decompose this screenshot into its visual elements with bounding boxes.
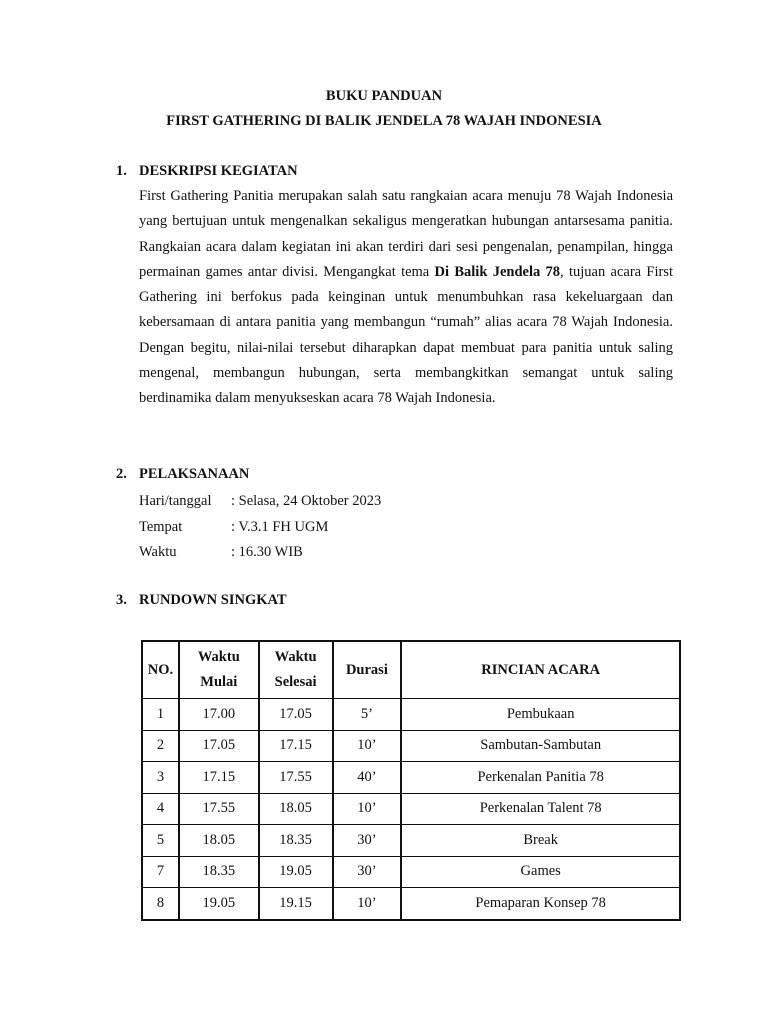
section-number: 2. xyxy=(116,466,127,482)
cell-durasi: 10’ xyxy=(333,888,402,920)
info-value: : V.3.1 FH UGM xyxy=(231,518,329,535)
section-heading-deskripsi xyxy=(116,163,298,180)
cell-selesai: 19.05 xyxy=(259,856,333,888)
description-theme: Di Balik Jendela 78 xyxy=(434,263,561,280)
cell-mulai: 17.00 xyxy=(179,699,259,731)
header-no: NO. xyxy=(142,641,179,699)
section-title: DESKRIPSI KEGIATAN xyxy=(139,163,298,179)
header-waktu-selesai xyxy=(259,641,333,699)
cell-no: 3 xyxy=(142,762,179,794)
cell-mulai: 17.15 xyxy=(179,762,259,794)
cell-rincian: Games xyxy=(401,856,680,888)
cell-rincian: Perkenalan Panitia 78 xyxy=(401,762,680,794)
table-row xyxy=(142,856,680,888)
header-line: Selesai xyxy=(274,674,317,690)
rundown-table xyxy=(141,640,681,921)
cell-no: 2 xyxy=(142,730,179,762)
cell-selesai: 17.55 xyxy=(259,762,333,794)
cell-mulai: 18.35 xyxy=(179,856,259,888)
table-row xyxy=(142,762,680,794)
cell-selesai: 17.15 xyxy=(259,730,333,762)
description-text-part1: First Gathering Panitia merupakan salah satu rangkaian acara menuju 78 Wajah Indonesia yang bertujuan untuk mengenalkan sekaligus mengeratkan hubungan antarsesama panitia. Rangkaian acara dalam kegiatan ini akan terdiri dari sesi pengenalan, penampilan, hingga permainan games antar divisi. Mengangkat tema xyxy=(139,188,673,280)
header-line: Waktu xyxy=(274,649,317,665)
cell-mulai: 17.55 xyxy=(179,793,259,825)
document-subtitle: FIRST GATHERING DI BALIK JENDELA 78 WAJAH INDONESIA xyxy=(166,113,602,129)
cell-durasi: 30’ xyxy=(333,856,402,888)
info-label: Tempat xyxy=(139,518,183,535)
header-line: Waktu xyxy=(197,649,240,665)
info-row-date xyxy=(139,489,381,515)
info-row-place xyxy=(139,515,381,541)
cell-rincian: Break xyxy=(401,825,680,857)
table-row xyxy=(142,699,680,731)
table-header-row xyxy=(142,641,680,699)
section-title: PELAKSANAAN xyxy=(139,466,250,482)
cell-no: 7 xyxy=(142,856,179,888)
cell-rincian: Sambutan-Sambutan xyxy=(401,730,680,762)
header-rincian: RINCIAN ACARA xyxy=(401,641,680,699)
section-number: 1. xyxy=(116,163,127,179)
header-durasi: Durasi xyxy=(333,641,402,699)
cell-mulai: 19.05 xyxy=(179,888,259,920)
cell-durasi: 10’ xyxy=(333,793,402,825)
info-label: Waktu xyxy=(139,544,177,561)
cell-mulai: 17.05 xyxy=(179,730,259,762)
cell-selesai: 17.05 xyxy=(259,699,333,731)
info-row-time xyxy=(139,540,381,566)
cell-no: 4 xyxy=(142,793,179,825)
cell-durasi: 30’ xyxy=(333,825,402,857)
section-number: 3. xyxy=(116,592,127,608)
cell-durasi: 10’ xyxy=(333,730,402,762)
cell-durasi: 5’ xyxy=(333,699,402,731)
cell-selesai: 18.35 xyxy=(259,825,333,857)
info-value: : Selasa, 24 Oktober 2023 xyxy=(231,493,382,509)
cell-rincian: Perkenalan Talent 78 xyxy=(401,793,680,825)
info-value: : 16.30 WIB xyxy=(231,544,303,561)
cell-durasi: 40’ xyxy=(333,762,402,794)
table-row xyxy=(142,888,680,920)
info-label: Hari/tanggal xyxy=(139,493,212,509)
description-text-part2: , tujuan acara First Gathering ini berfokus pada keinginan untuk menumbuhkan rasa kekeluargaan dan kebersamaan di antara panitia yang membangun “rumah” alias acara 78 Wajah Indonesia. Dengan begitu, nilai-nilai tersebut diharapkan dapat membuat para panitia untuk saling mengenal, membangun hubungan, serta membangkitkan semangat untuk saling berdinamika dalam menyukseskan acara 78 Wajah Indonesia. xyxy=(139,263,673,407)
cell-selesai: 18.05 xyxy=(259,793,333,825)
cell-rincian: Pembukaan xyxy=(401,699,680,731)
cell-rincian: Pemaparan Konsep 78 xyxy=(401,888,680,920)
table-row xyxy=(142,793,680,825)
cell-no: 5 xyxy=(142,825,179,857)
cell-mulai: 18.05 xyxy=(179,825,259,857)
section-heading-rundown xyxy=(116,592,287,609)
section-title: RUNDOWN SINGKAT xyxy=(139,592,287,608)
table-row xyxy=(142,730,680,762)
cell-no: 1 xyxy=(142,699,179,731)
section-heading-pelaksanaan xyxy=(116,466,249,483)
document-title: BUKU PANDUAN xyxy=(325,88,443,104)
table-row xyxy=(142,825,680,857)
header-waktu-mulai xyxy=(179,641,259,699)
header-line: Mulai xyxy=(200,674,238,690)
pelaksanaan-details xyxy=(139,489,381,566)
cell-no: 8 xyxy=(142,888,179,920)
description-paragraph xyxy=(139,184,673,412)
cell-selesai: 19.15 xyxy=(259,888,333,920)
